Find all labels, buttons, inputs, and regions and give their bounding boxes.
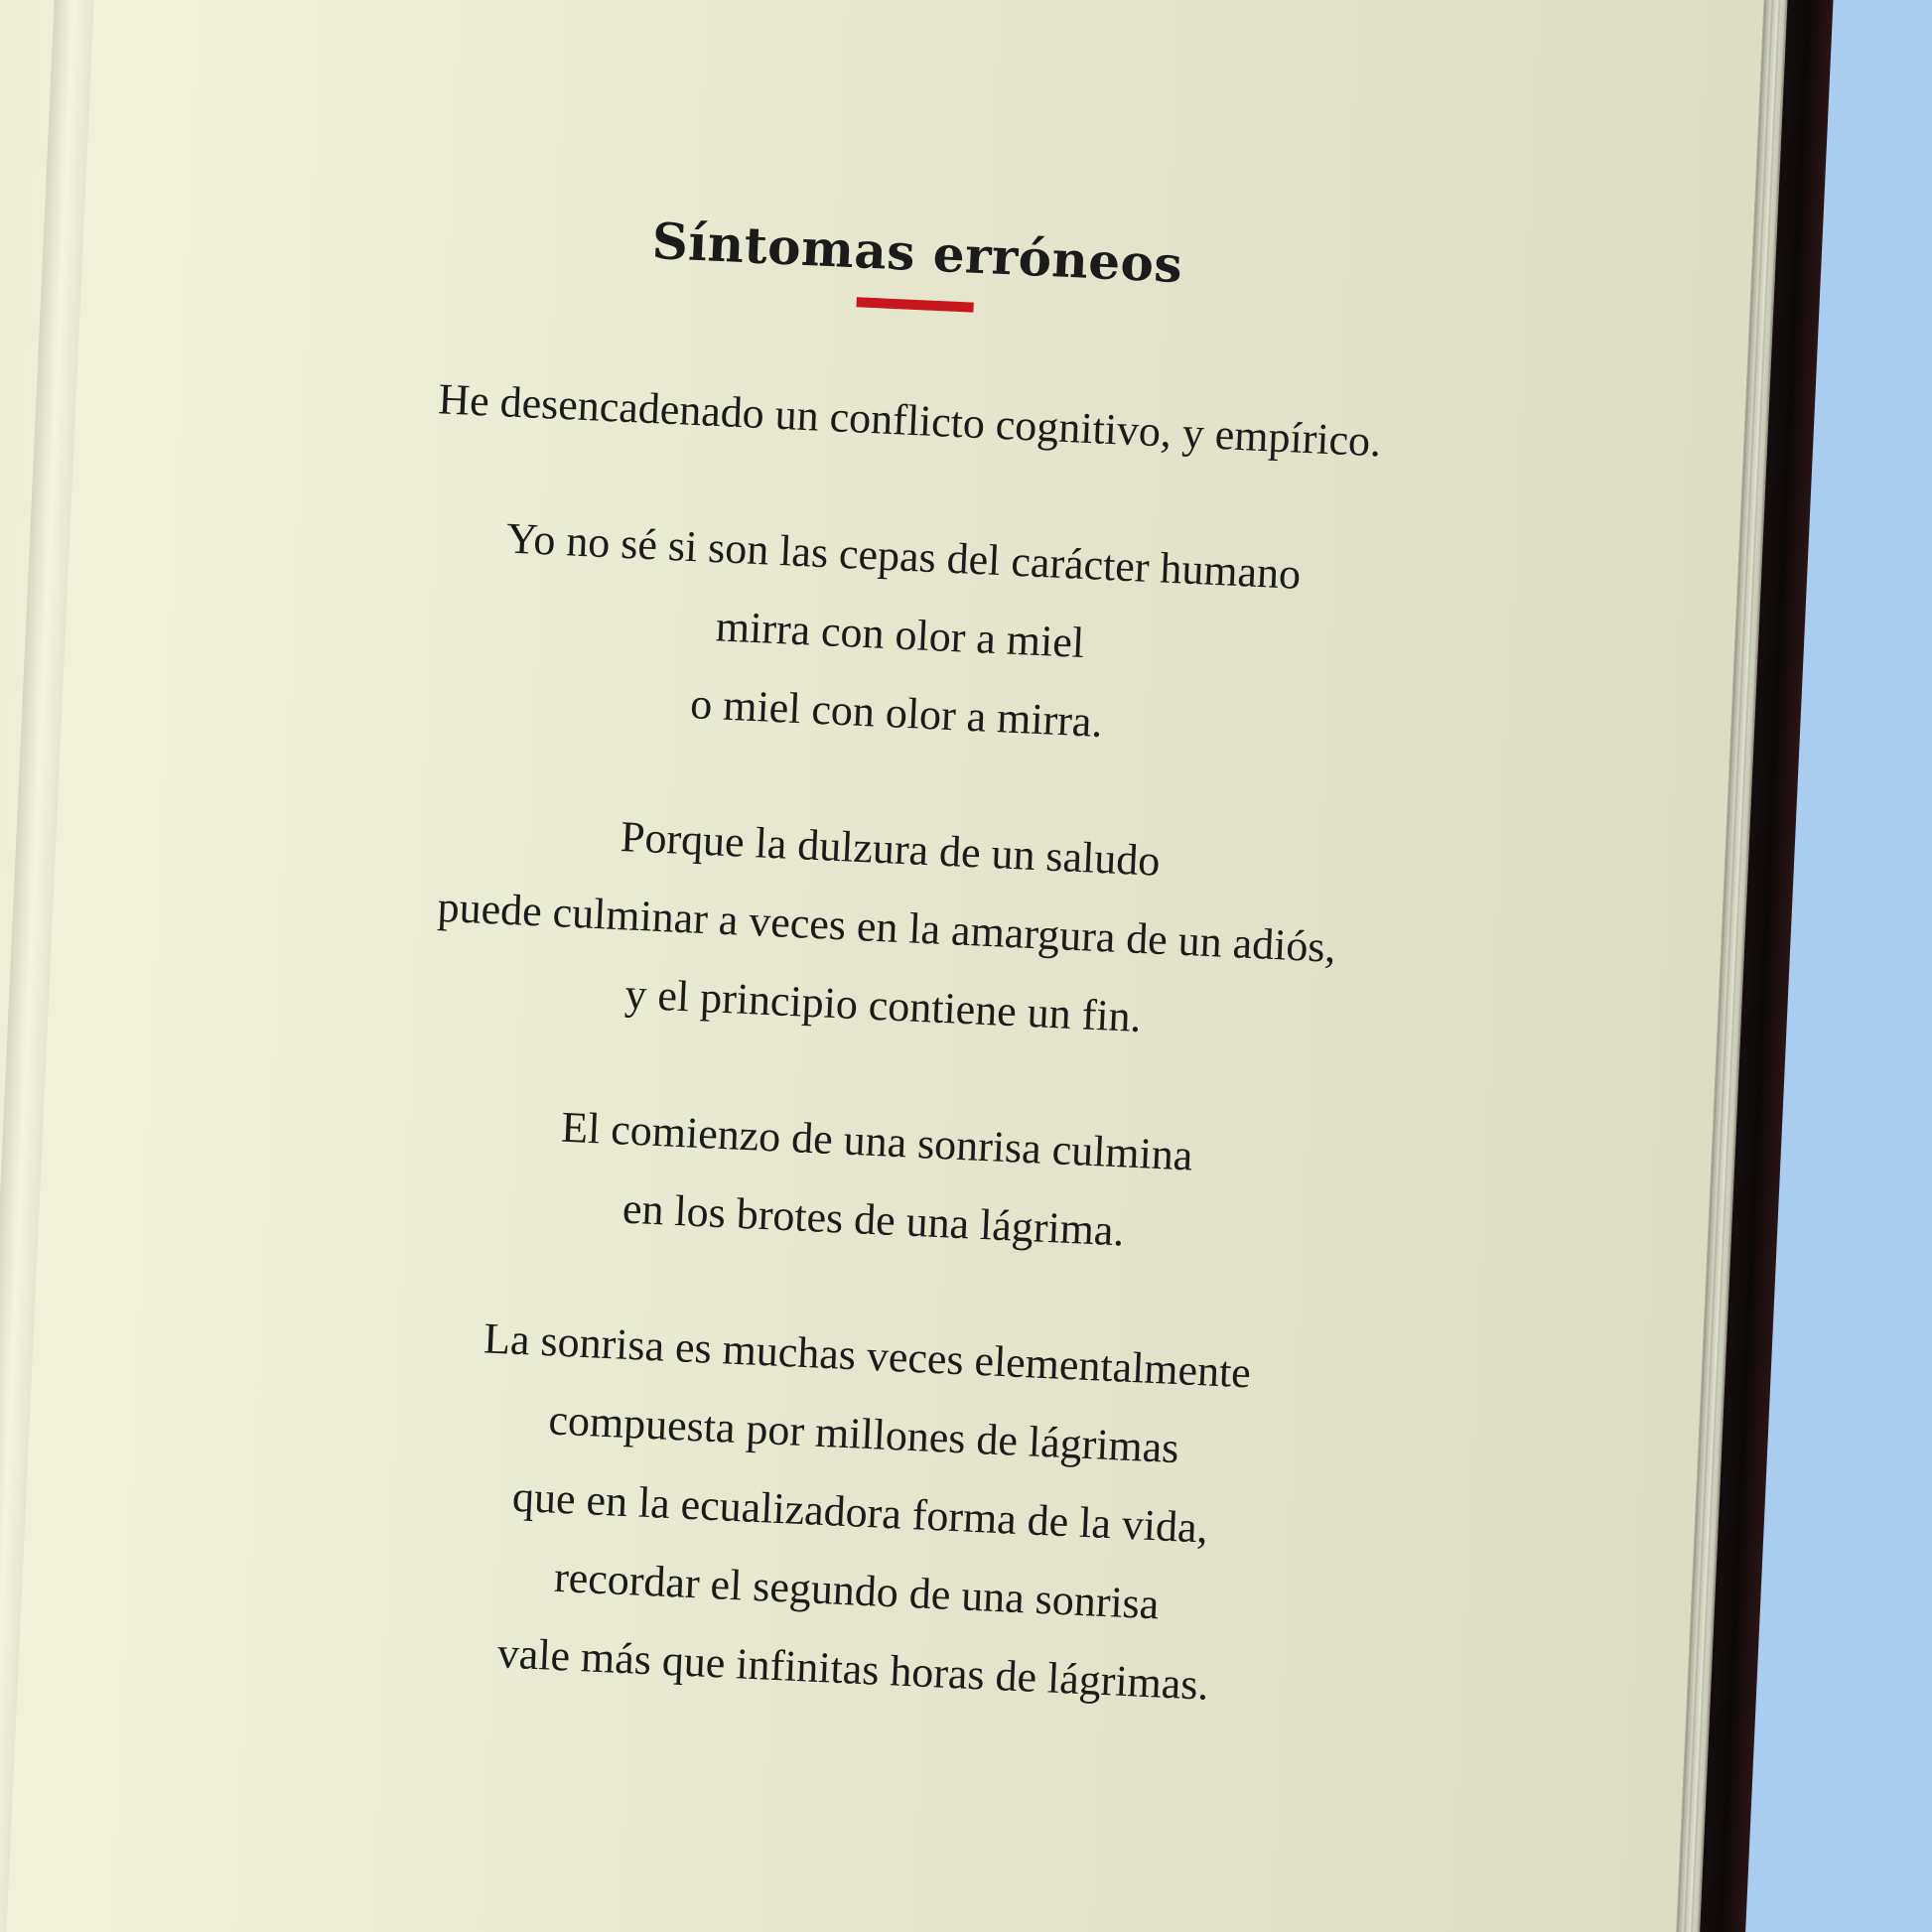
poem-line: mirra con olor a miel bbox=[714, 602, 1086, 668]
stanza-5 bbox=[157, 1285, 1563, 1739]
poem-title: Síntomas erróneos bbox=[650, 210, 1184, 295]
poem-line: He desencadenado un conflicto cognitivo, y empírico. bbox=[437, 374, 1383, 467]
page-gutter bbox=[0, 0, 99, 1932]
poem-line: La sonrisa es muchas veces elementalmente bbox=[483, 1313, 1252, 1398]
poem-line: recordar el segundo de una sonrisa bbox=[553, 1552, 1161, 1629]
poem-line: vale más que infinitas horas de lágrimas. bbox=[495, 1628, 1210, 1710]
stanza-2 bbox=[201, 485, 1599, 783]
title-underline bbox=[856, 297, 973, 312]
poem-line: compuesta por millones de lágrimas bbox=[547, 1395, 1180, 1473]
poem-line: Porque la dulzura de un saludo bbox=[620, 812, 1162, 886]
stanza-3 bbox=[188, 778, 1587, 1076]
poem-line: o miel con olor a mirra. bbox=[689, 679, 1104, 747]
poem-line: que en la ecualizadora forma de la vida, bbox=[511, 1471, 1209, 1553]
stanza-4 bbox=[178, 1070, 1574, 1290]
poem-line: puede culminar a veces en la amargura de un adiós, bbox=[436, 882, 1337, 972]
poem-line: y el principio contiene un fin. bbox=[623, 969, 1143, 1042]
poem-line: Yo no sé si son las cepas del carácter humano bbox=[505, 513, 1303, 599]
poem-line: en los brotes de una lágrima. bbox=[621, 1183, 1126, 1256]
poem bbox=[155, 192, 1613, 1797]
stanza-1 bbox=[213, 349, 1605, 490]
poem-line: El comienzo de una sonrisa culmina bbox=[560, 1102, 1194, 1180]
